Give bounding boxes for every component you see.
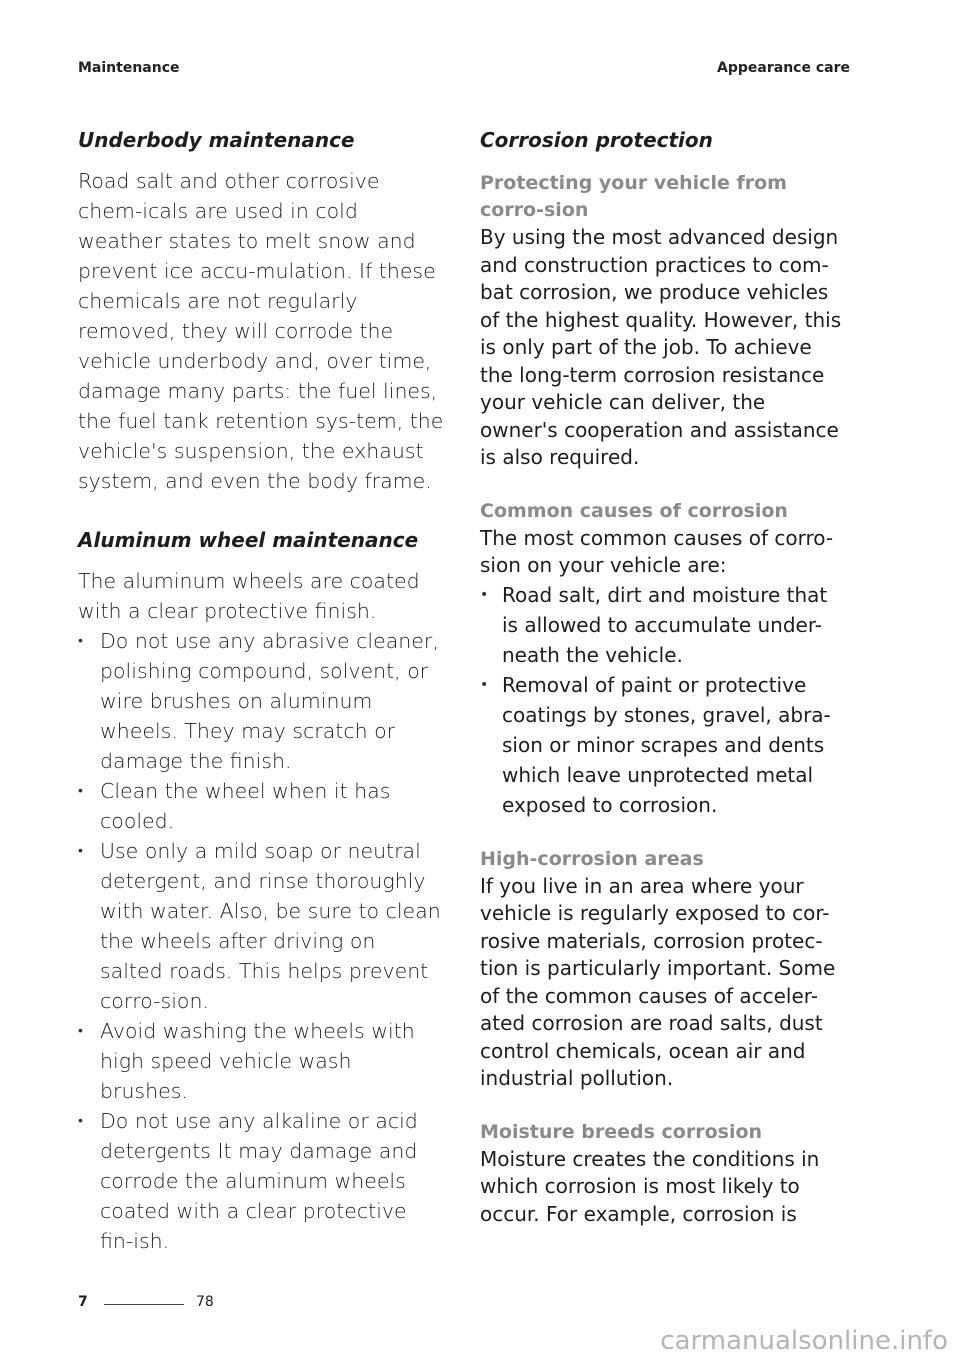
running-header-section: Appearance care xyxy=(717,60,850,76)
footer-chapter-number: 7 xyxy=(78,1294,88,1310)
footer-page-number: 78 xyxy=(196,1294,214,1310)
causes-subhead: Common causes of corrosion xyxy=(480,499,788,522)
watermark: carmanualsonline.info xyxy=(660,1326,948,1356)
wheel-title: Aluminum wheel maintenance xyxy=(78,528,419,552)
high-corrosion-subhead: High-corrosion areas xyxy=(480,847,704,870)
list-item: • Do not use any alkaline or acid detergents It may damage and corrode the aluminum wheels coated with a clear protective fin-ish. xyxy=(78,1106,444,1256)
wheel-intro: The aluminum wheels are coated with a clear protective finish. xyxy=(78,569,420,623)
high-corrosion-body: If you live in an area where your vehicle is regularly exposed to cor-rosive materials, corrosion protec-tion is particularly important. Some of the common causes of acceler-ated corrosion are road salts, dust control chemicals, ocean air and industrial pollution. xyxy=(480,873,836,1090)
list-item: • Avoid washing the wheels with high speed vehicle wash brushes. xyxy=(78,1016,444,1106)
underbody-title: Underbody maintenance xyxy=(78,128,355,152)
causes-intro: The most common causes of corro-sion on your vehicle are: xyxy=(480,525,834,577)
moisture-body: Moisture creates the conditions in which corrosion is most likely to occur. For example, corrosion is xyxy=(480,1146,820,1226)
moisture-subhead: Moisture breeds corrosion xyxy=(480,1120,763,1143)
left-column xyxy=(78,128,444,1256)
list-item: • Clean the wheel when it has cooled. xyxy=(78,776,444,836)
corrosion-title: Corrosion protection xyxy=(480,128,713,152)
list-item: • Do not use any abrasive cleaner, polishing compound, solvent, or wire brushes on aluminum wheels. They may scratch or damage the finish. xyxy=(78,626,444,776)
wheel-bullet-list xyxy=(78,626,444,1256)
list-item: • Road salt, dirt and moisture that is allowed to accumulate under-neath the vehicle. xyxy=(480,580,848,670)
protecting-body: By using the most advanced design and construction practices to com-bat corrosion, we produce vehicles of the highest quality. However, this is only part of the job. To achieve the long-term corrosion resistance your vehicle can deliver, the owner's cooperation and assistance is also required. xyxy=(480,225,842,469)
causes-bullet-list xyxy=(480,580,848,820)
footer-divider xyxy=(104,1304,184,1305)
list-item: • Removal of paint or protective coatings by stones, gravel, abra-sion or minor scrapes and dents which leave unprotected metal exposed to corrosion. xyxy=(480,670,848,820)
list-item: • Use only a mild soap or neutral detergent, and rinse thoroughly with water. Also, be sure to clean the wheels after driving on salted roads. This helps prevent corro-sion. xyxy=(78,836,444,1016)
underbody-body: Road salt and other corrosive chem-icals are used in cold weather states to melt snow and prevent ice accu-mulation. If these chemicals are not regularly removed, they will corrode the vehicle underbody and, over time, damage many parts: the fuel lines, the fuel tank retention sys-tem, the vehicle's suspension, the exhaust system, and even the body frame. xyxy=(78,169,444,493)
right-column xyxy=(480,128,848,1228)
running-header-chapter: Maintenance xyxy=(78,60,180,76)
protecting-subhead: Protecting your vehicle from corro-sion xyxy=(480,172,787,221)
